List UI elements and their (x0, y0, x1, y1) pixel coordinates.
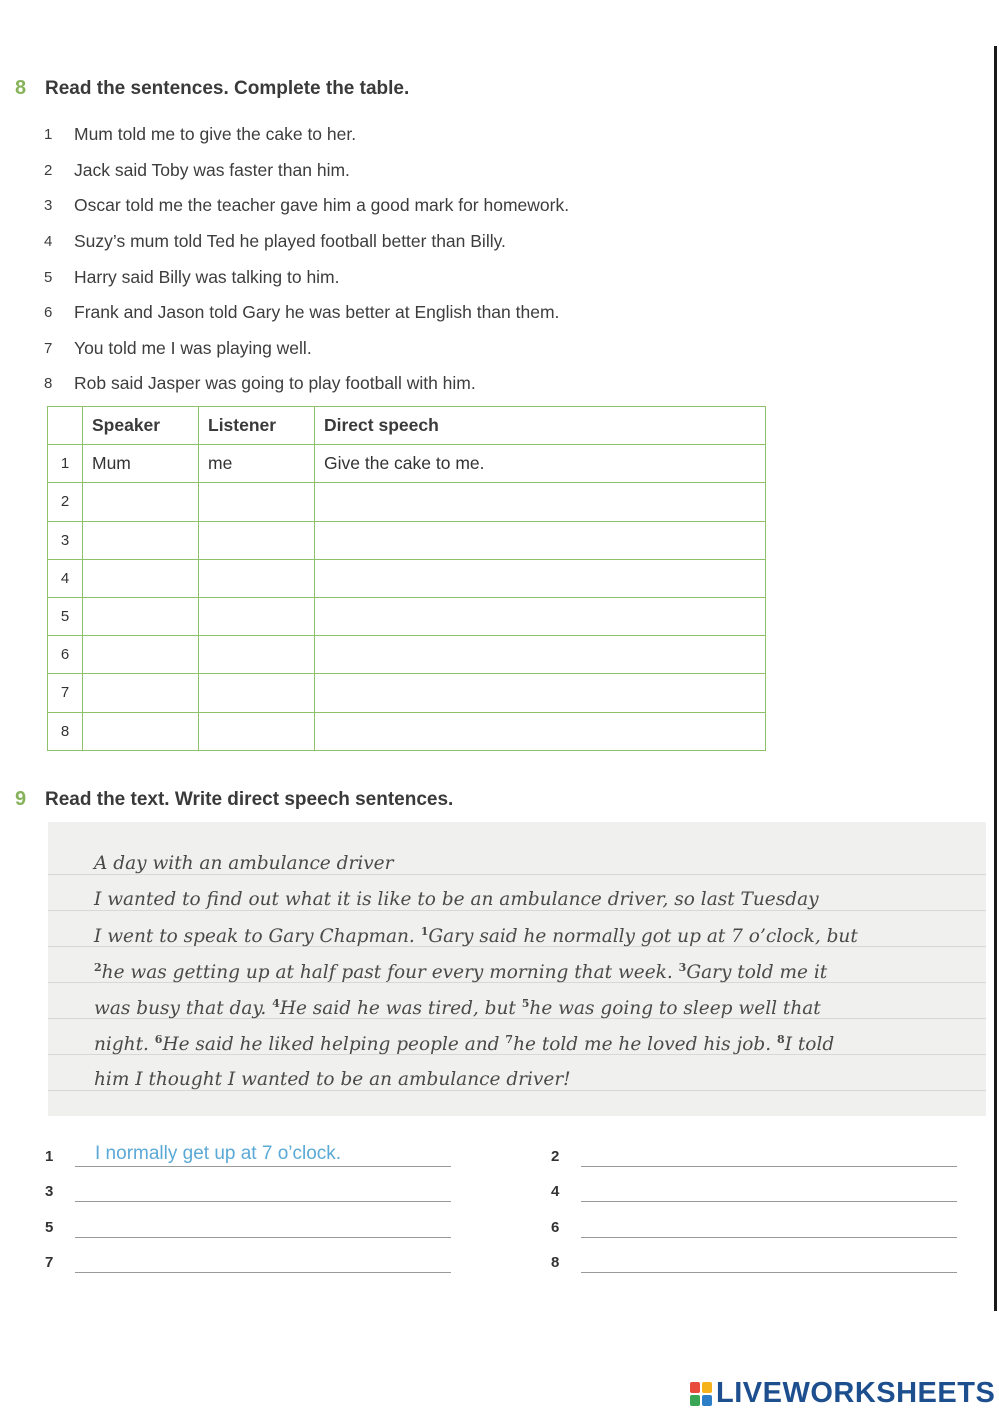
row-number: 6 (48, 636, 83, 674)
exercise-9-title: Read the text. Write direct speech sentences. (45, 789, 454, 810)
table-row (48, 483, 766, 521)
sentence-marker: 2 (94, 961, 102, 974)
answer-row (45, 1249, 451, 1273)
sentence-item (44, 295, 744, 331)
answer-row (45, 1214, 451, 1238)
sentence-marker: 4 (272, 997, 280, 1010)
table-row (48, 445, 766, 483)
table-row (48, 597, 766, 635)
logo-square-green (690, 1395, 700, 1406)
row-number: 4 (48, 559, 83, 597)
ruled-line (48, 1090, 986, 1091)
sentence-number: 4 (44, 233, 53, 251)
answer-number: 8 (551, 1254, 560, 1271)
row-number: 1 (48, 445, 83, 483)
sentence-number: 8 (44, 375, 53, 393)
answer-line[interactable] (581, 1214, 957, 1238)
sentence-text: Jack said Toby was faster than him. (74, 159, 350, 180)
answer-row (45, 1178, 451, 1202)
table-header-row (48, 407, 766, 445)
sentence-number: 6 (44, 304, 53, 322)
row-number: 7 (48, 674, 83, 712)
answer-row (45, 1143, 451, 1167)
listener-cell[interactable] (199, 483, 315, 521)
logo-square-red (690, 1382, 700, 1393)
table-row (48, 636, 766, 674)
table-header-blank (48, 407, 83, 445)
speaker-cell[interactable] (83, 559, 199, 597)
answer-line[interactable] (75, 1214, 451, 1238)
sentence-item (44, 153, 744, 189)
row-number: 8 (48, 712, 83, 750)
answer-row (551, 1249, 957, 1273)
sentence-item (44, 331, 744, 367)
exercise-8-title: Read the sentences. Complete the table. (45, 78, 410, 99)
sentence-text: Mum told me to give the cake to her. (74, 124, 357, 145)
sentence-marker: 5 (521, 997, 530, 1010)
answer-line[interactable] (75, 1249, 451, 1273)
sentence-marker: 1 (420, 925, 429, 938)
answer-number: 6 (551, 1219, 560, 1236)
sentence-marker: 8 (777, 1033, 785, 1046)
logo-icon (690, 1382, 712, 1406)
listener-cell[interactable] (199, 597, 315, 635)
logo-square-blue (702, 1395, 712, 1406)
exercise-8-sentence-list (44, 117, 744, 402)
direct-speech-cell[interactable] (315, 712, 766, 750)
header-speaker: Speaker (83, 407, 199, 445)
ruled-line (48, 910, 986, 911)
sentence-item (44, 259, 744, 295)
speaker-cell[interactable] (83, 597, 199, 635)
exercise-9-number: 9 (15, 788, 27, 810)
row-number: 3 (48, 521, 83, 559)
sentence-marker: 7 (505, 1033, 514, 1046)
sentence-number: 2 (44, 161, 53, 179)
answer-number: 1 (45, 1148, 54, 1165)
speaker-cell[interactable] (83, 483, 199, 521)
speaker-cell[interactable] (83, 674, 199, 712)
listener-cell[interactable] (199, 521, 315, 559)
table-row (48, 674, 766, 712)
answer-line[interactable] (581, 1249, 957, 1273)
answer-row (551, 1143, 957, 1167)
text-line: night. $^6$He said he liked helping people and $^7$he told me he loved his job. $^8$I told (94, 1033, 835, 1056)
answer-number: 7 (45, 1254, 54, 1271)
answer-number: 4 (551, 1183, 560, 1200)
sentence-item (44, 366, 744, 402)
text-line: $^2$he was getting up at half past four every morning that week. $^3$Gary told me it (94, 961, 828, 984)
logo-text: LIVEWORKSHEETS (716, 1377, 996, 1409)
header-direct-speech: Direct speech (315, 407, 766, 445)
speaker-cell[interactable]: Mum (83, 445, 199, 483)
direct-speech-cell[interactable] (315, 483, 766, 521)
table-row (48, 712, 766, 750)
header-listener: Listener (199, 407, 315, 445)
direct-speech-cell[interactable] (315, 559, 766, 597)
listener-cell[interactable] (199, 712, 315, 750)
sentence-text: You told me I was playing well. (74, 337, 312, 358)
speech-table (47, 406, 766, 751)
answer-line[interactable]: I normally get up at 7 o’clock. (75, 1143, 451, 1167)
reading-text-box (48, 822, 986, 1116)
text-line: I wanted to find out what it is like to be an ambulance driver, so last Tuesday (94, 889, 819, 910)
text-line: was busy that day. $^4$He said he was tired, but $^5$he was going to sleep well that (94, 997, 821, 1020)
direct-speech-cell[interactable]: Give the cake to me. (315, 445, 766, 483)
sentence-text: Oscar told me the teacher gave him a good mark for homework. (74, 195, 570, 216)
liveworksheets-logo (690, 1377, 995, 1410)
listener-cell[interactable] (199, 674, 315, 712)
answer-line[interactable] (75, 1178, 451, 1202)
answer-line[interactable] (581, 1178, 957, 1202)
ruled-line (48, 874, 986, 875)
answer-number: 5 (45, 1219, 54, 1236)
sentence-number: 7 (44, 339, 53, 357)
table-row (48, 559, 766, 597)
direct-speech-cell[interactable] (315, 521, 766, 559)
sentence-item (44, 188, 744, 224)
sentence-number: 1 (44, 126, 53, 144)
direct-speech-cell[interactable] (315, 674, 766, 712)
table-row (48, 521, 766, 559)
text-title: A day with an ambulance driver (94, 853, 394, 874)
listener-cell[interactable] (199, 559, 315, 597)
sentence-item (44, 224, 744, 260)
sentence-item (44, 117, 744, 153)
speaker-cell[interactable] (83, 712, 199, 750)
answer-number: 3 (45, 1183, 54, 1200)
exercise-8-number: 8 (15, 77, 27, 99)
answer-row (551, 1178, 957, 1202)
text-line: him I thought I wanted to be an ambulance driver! (94, 1069, 571, 1090)
sentence-text: Frank and Jason told Gary he was better at English than them. (74, 302, 560, 323)
listener-cell[interactable] (199, 636, 315, 674)
sentence-text: Harry said Billy was talking to him. (74, 266, 340, 287)
sentence-text: Suzy’s mum told Ted he played football better than Billy. (74, 231, 506, 252)
text-line: I went to speak to Gary Chapman. $^1$Gary said he normally got up at 7 o’clock, but (94, 925, 858, 948)
listener-cell[interactable]: me (199, 445, 315, 483)
direct-speech-cell[interactable] (315, 597, 766, 635)
logo-square-yellow (702, 1382, 712, 1393)
speaker-cell[interactable] (83, 521, 199, 559)
speaker-cell[interactable] (83, 636, 199, 674)
row-number: 2 (48, 483, 83, 521)
direct-speech-cell[interactable] (315, 636, 766, 674)
row-number: 5 (48, 597, 83, 635)
answer-line[interactable] (581, 1143, 957, 1167)
page-edge-border (994, 46, 997, 1311)
sentence-number: 5 (44, 268, 53, 286)
sentence-marker: 6 (154, 1033, 163, 1046)
answer-number: 2 (551, 1148, 560, 1165)
sentence-number: 3 (44, 197, 53, 215)
sentence-text: Rob said Jasper was going to play football with him. (74, 373, 476, 394)
answer-row (551, 1214, 957, 1238)
sentence-marker: 3 (678, 961, 687, 974)
